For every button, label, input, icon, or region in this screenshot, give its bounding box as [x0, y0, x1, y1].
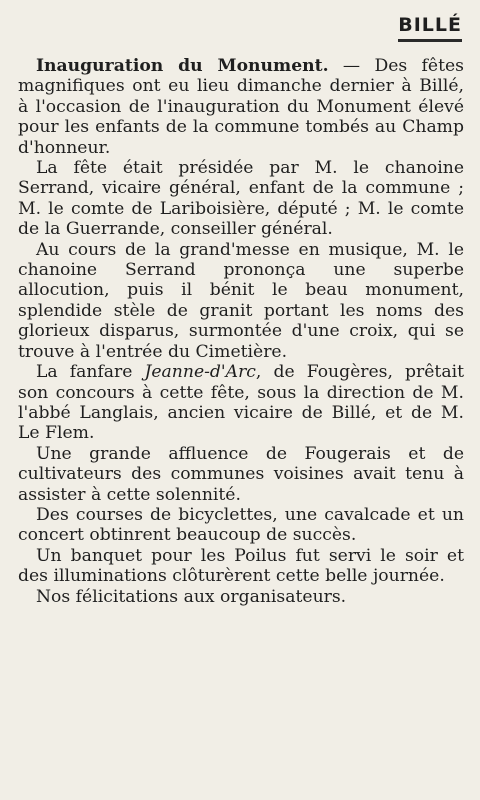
lede-text: — Des fêtes magnifiques ont eu lieu dimanche dernier à Billé, à l'occasion de l'inauguration du Monument élevé pour les enfants de la commune tombés au Champ d'honneur. [18, 56, 464, 158]
paragraph-4 [18, 362, 464, 444]
paragraph-5: Une grande affluence de Fougerais et de cultivateurs des communes voisines avait tenu à assister à cette solennité. [18, 443, 464, 505]
article-body [18, 56, 464, 607]
paragraph-7: Un banquet pour les Poilus fut servi le soir et des illuminations clôturèrent cette belle journée. [18, 545, 464, 587]
fanfare-name: Jeanne-d'Arc [144, 362, 256, 383]
paragraph-1 [18, 56, 464, 158]
paragraph-2: La fête était présidée par M. le chanoine Serrand, vicaire général, enfant de la commune ; M. le comte de Lariboisière, député ; M. le comte de la Guerrande, conseiller général. [18, 158, 464, 240]
paragraph-8: Nos félicitations aux organisateurs. [36, 586, 347, 607]
heading-wrap [18, 14, 464, 42]
section-heading: BILLÉ [398, 14, 462, 42]
paragraph-3: Au cours de la grand'messe en musique, M. le chanoine Serrand prononça une superbe allocution, puis il bénit le beau monument, splendide stèle de granit portant les noms des glorieux disparus, surmontée d'une croix, qui se trouve à l'entrée du Cimetière. [18, 239, 464, 362]
lede-title: Inauguration du Monument. [36, 56, 329, 76]
paragraph-4-before: La fanfare [36, 362, 145, 383]
paragraph-4-after: , de Fougères, prêtait son concours à cette fête, sous la direction de M. l'abbé Langlais, ancien vicaire de Billé, et de M. Le Flem. [18, 362, 464, 444]
paragraph-6: Des courses de bicyclettes, une cavalcade et un concert obtinrent beaucoup de succès. [18, 504, 464, 546]
